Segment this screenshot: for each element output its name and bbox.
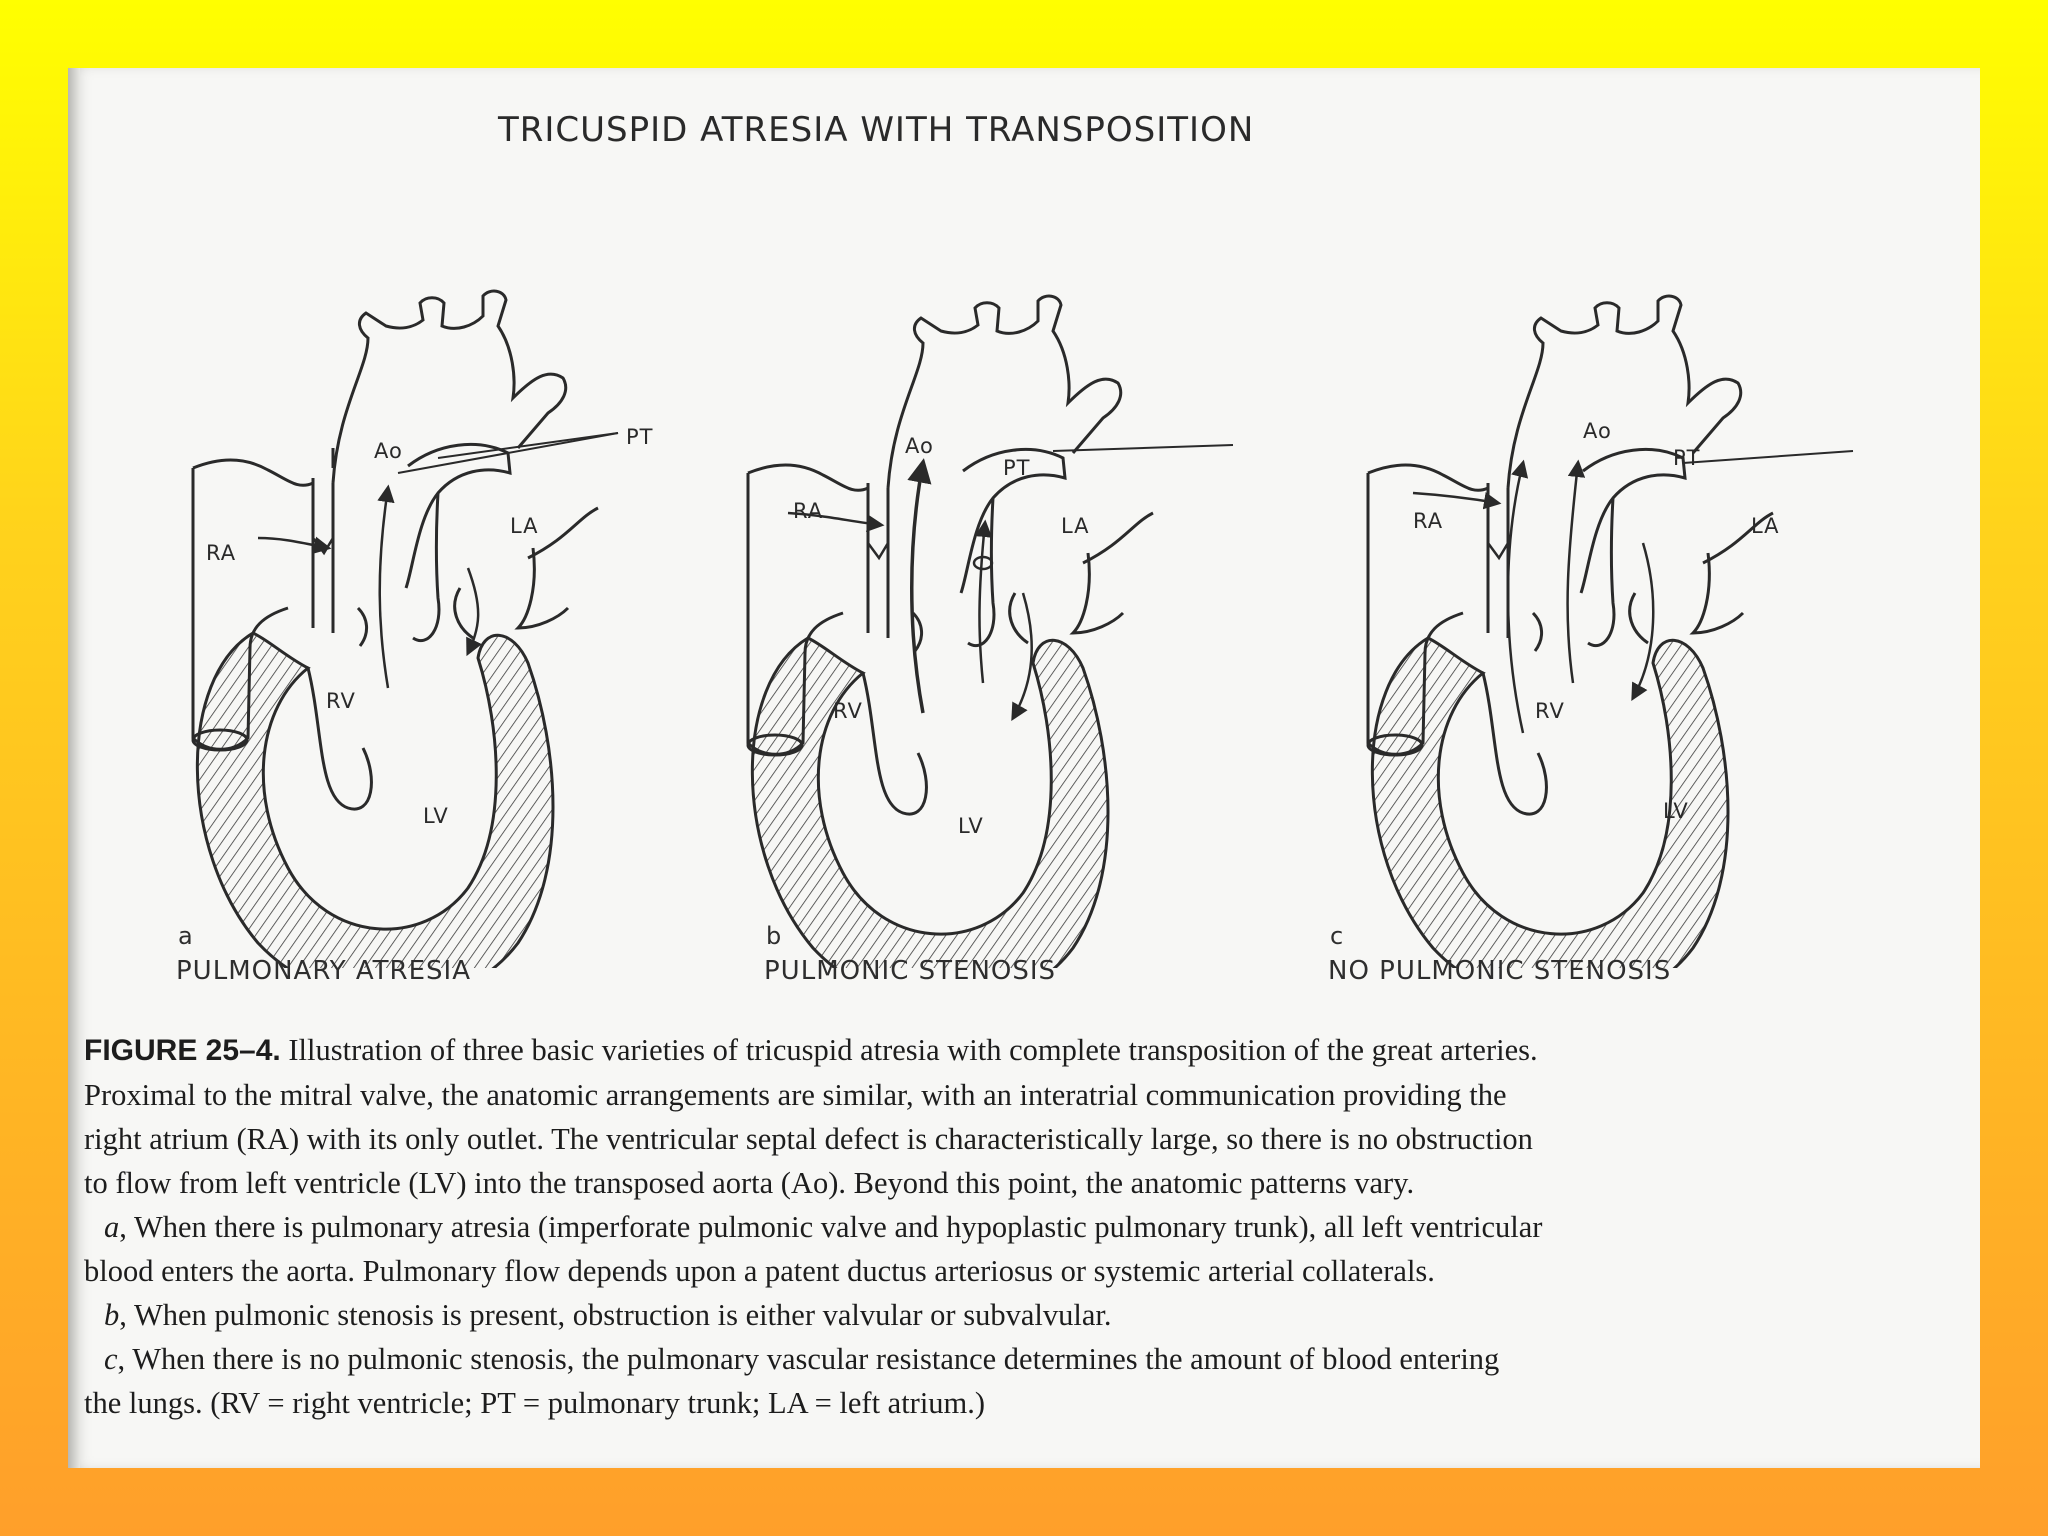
caption-c-line-1: [84, 1337, 1964, 1381]
caption-a-letter: a: [104, 1210, 120, 1244]
caption-line-3: right atrium (RA) with its only outlet. The ventricular septal defect is characteristically large, so there is no obstruction: [84, 1122, 1533, 1156]
panel-a-lv-label: LV: [423, 804, 449, 828]
caption-b-text: , When pulmonic stenosis is present, obstruction is either valvular or subvalvular.: [119, 1298, 1112, 1332]
figure-title: TRICUSPID ATRESIA WITH TRANSPOSITION: [498, 110, 1255, 150]
caption-b-letter: b: [104, 1298, 120, 1332]
figure-caption: [84, 1028, 1964, 1425]
caption-line-2: Proximal to the mitral valve, the anatomic arrangements are similar, with an interatrial communication providing the: [84, 1078, 1507, 1112]
panel-c-rv-label: RV: [1535, 699, 1565, 723]
caption-c-letter: c: [104, 1342, 118, 1376]
panel-a-ra-label: RA: [206, 541, 237, 565]
panel-b-label: PULMONIC STENOSIS: [764, 956, 1057, 986]
panel-b-diagram: [748, 296, 1233, 968]
panel-b-lv-label: LV: [958, 814, 984, 838]
caption-line-4: to flow from left ventricle (LV) into the transposed aorta (Ao). Beyond this point, the anatomic patterns vary.: [84, 1166, 1415, 1200]
panel-a-ao-label: Ao: [374, 439, 403, 463]
panel-b-pt-label: PT: [1003, 456, 1031, 480]
panel-b-ao-label: Ao: [905, 434, 934, 458]
panel-a-pt-label: PT: [626, 425, 654, 449]
panel-c-ao-label: Ao: [1583, 419, 1612, 443]
caption-intro-line-1: Illustration of three basic varieties of tricuspid atresia with complete transposition of the great arteries.: [288, 1033, 1538, 1067]
scanned-page: [68, 68, 1980, 1468]
panel-a-letter: a: [178, 922, 193, 950]
caption-line-1: [84, 1028, 1964, 1073]
caption-c-line-2: the lungs. (RV = right ventricle; PT = pulmonary trunk; LA = left atrium.): [84, 1386, 986, 1420]
caption-a-line-2: blood enters the aorta. Pulmonary flow depends upon a patent ductus arteriosus or systemic arterial collaterals.: [84, 1254, 1435, 1288]
panel-a-label: PULMONARY ATRESIA: [176, 956, 471, 986]
panel-a-rv-label: RV: [326, 689, 356, 713]
panel-b-rv-label: RV: [833, 699, 863, 723]
caption-b-line: [84, 1293, 1964, 1337]
panel-c-label: NO PULMONIC STENOSIS: [1328, 956, 1672, 986]
panel-c-diagram: [1368, 296, 1853, 968]
figure-number: FIGURE 25–4.: [84, 1034, 281, 1067]
caption-a-text: , When there is pulmonary atresia (imperforate pulmonic valve and hypoplastic pulmonary trunk), all left ventricular: [119, 1210, 1543, 1244]
panel-b-ra-label: RA: [793, 499, 824, 523]
caption-a-line-1: [84, 1205, 1964, 1249]
panel-a-la-label: LA: [510, 514, 539, 538]
panel-b-la-label: LA: [1061, 514, 1090, 538]
panel-b-letter: b: [766, 922, 782, 950]
panel-c-lv-label: LV: [1663, 799, 1689, 823]
panel-c-letter: c: [1330, 922, 1344, 950]
panel-c-la-label: LA: [1751, 514, 1780, 538]
panel-c-ra-label: RA: [1413, 509, 1444, 533]
caption-c-text: , When there is no pulmonic stenosis, the pulmonary vascular resistance determines the amount of blood entering: [117, 1342, 1500, 1376]
heart-diagrams: [68, 68, 1980, 968]
panel-a-diagram: [193, 291, 654, 968]
panel-c-pt-label: PT: [1673, 446, 1701, 470]
